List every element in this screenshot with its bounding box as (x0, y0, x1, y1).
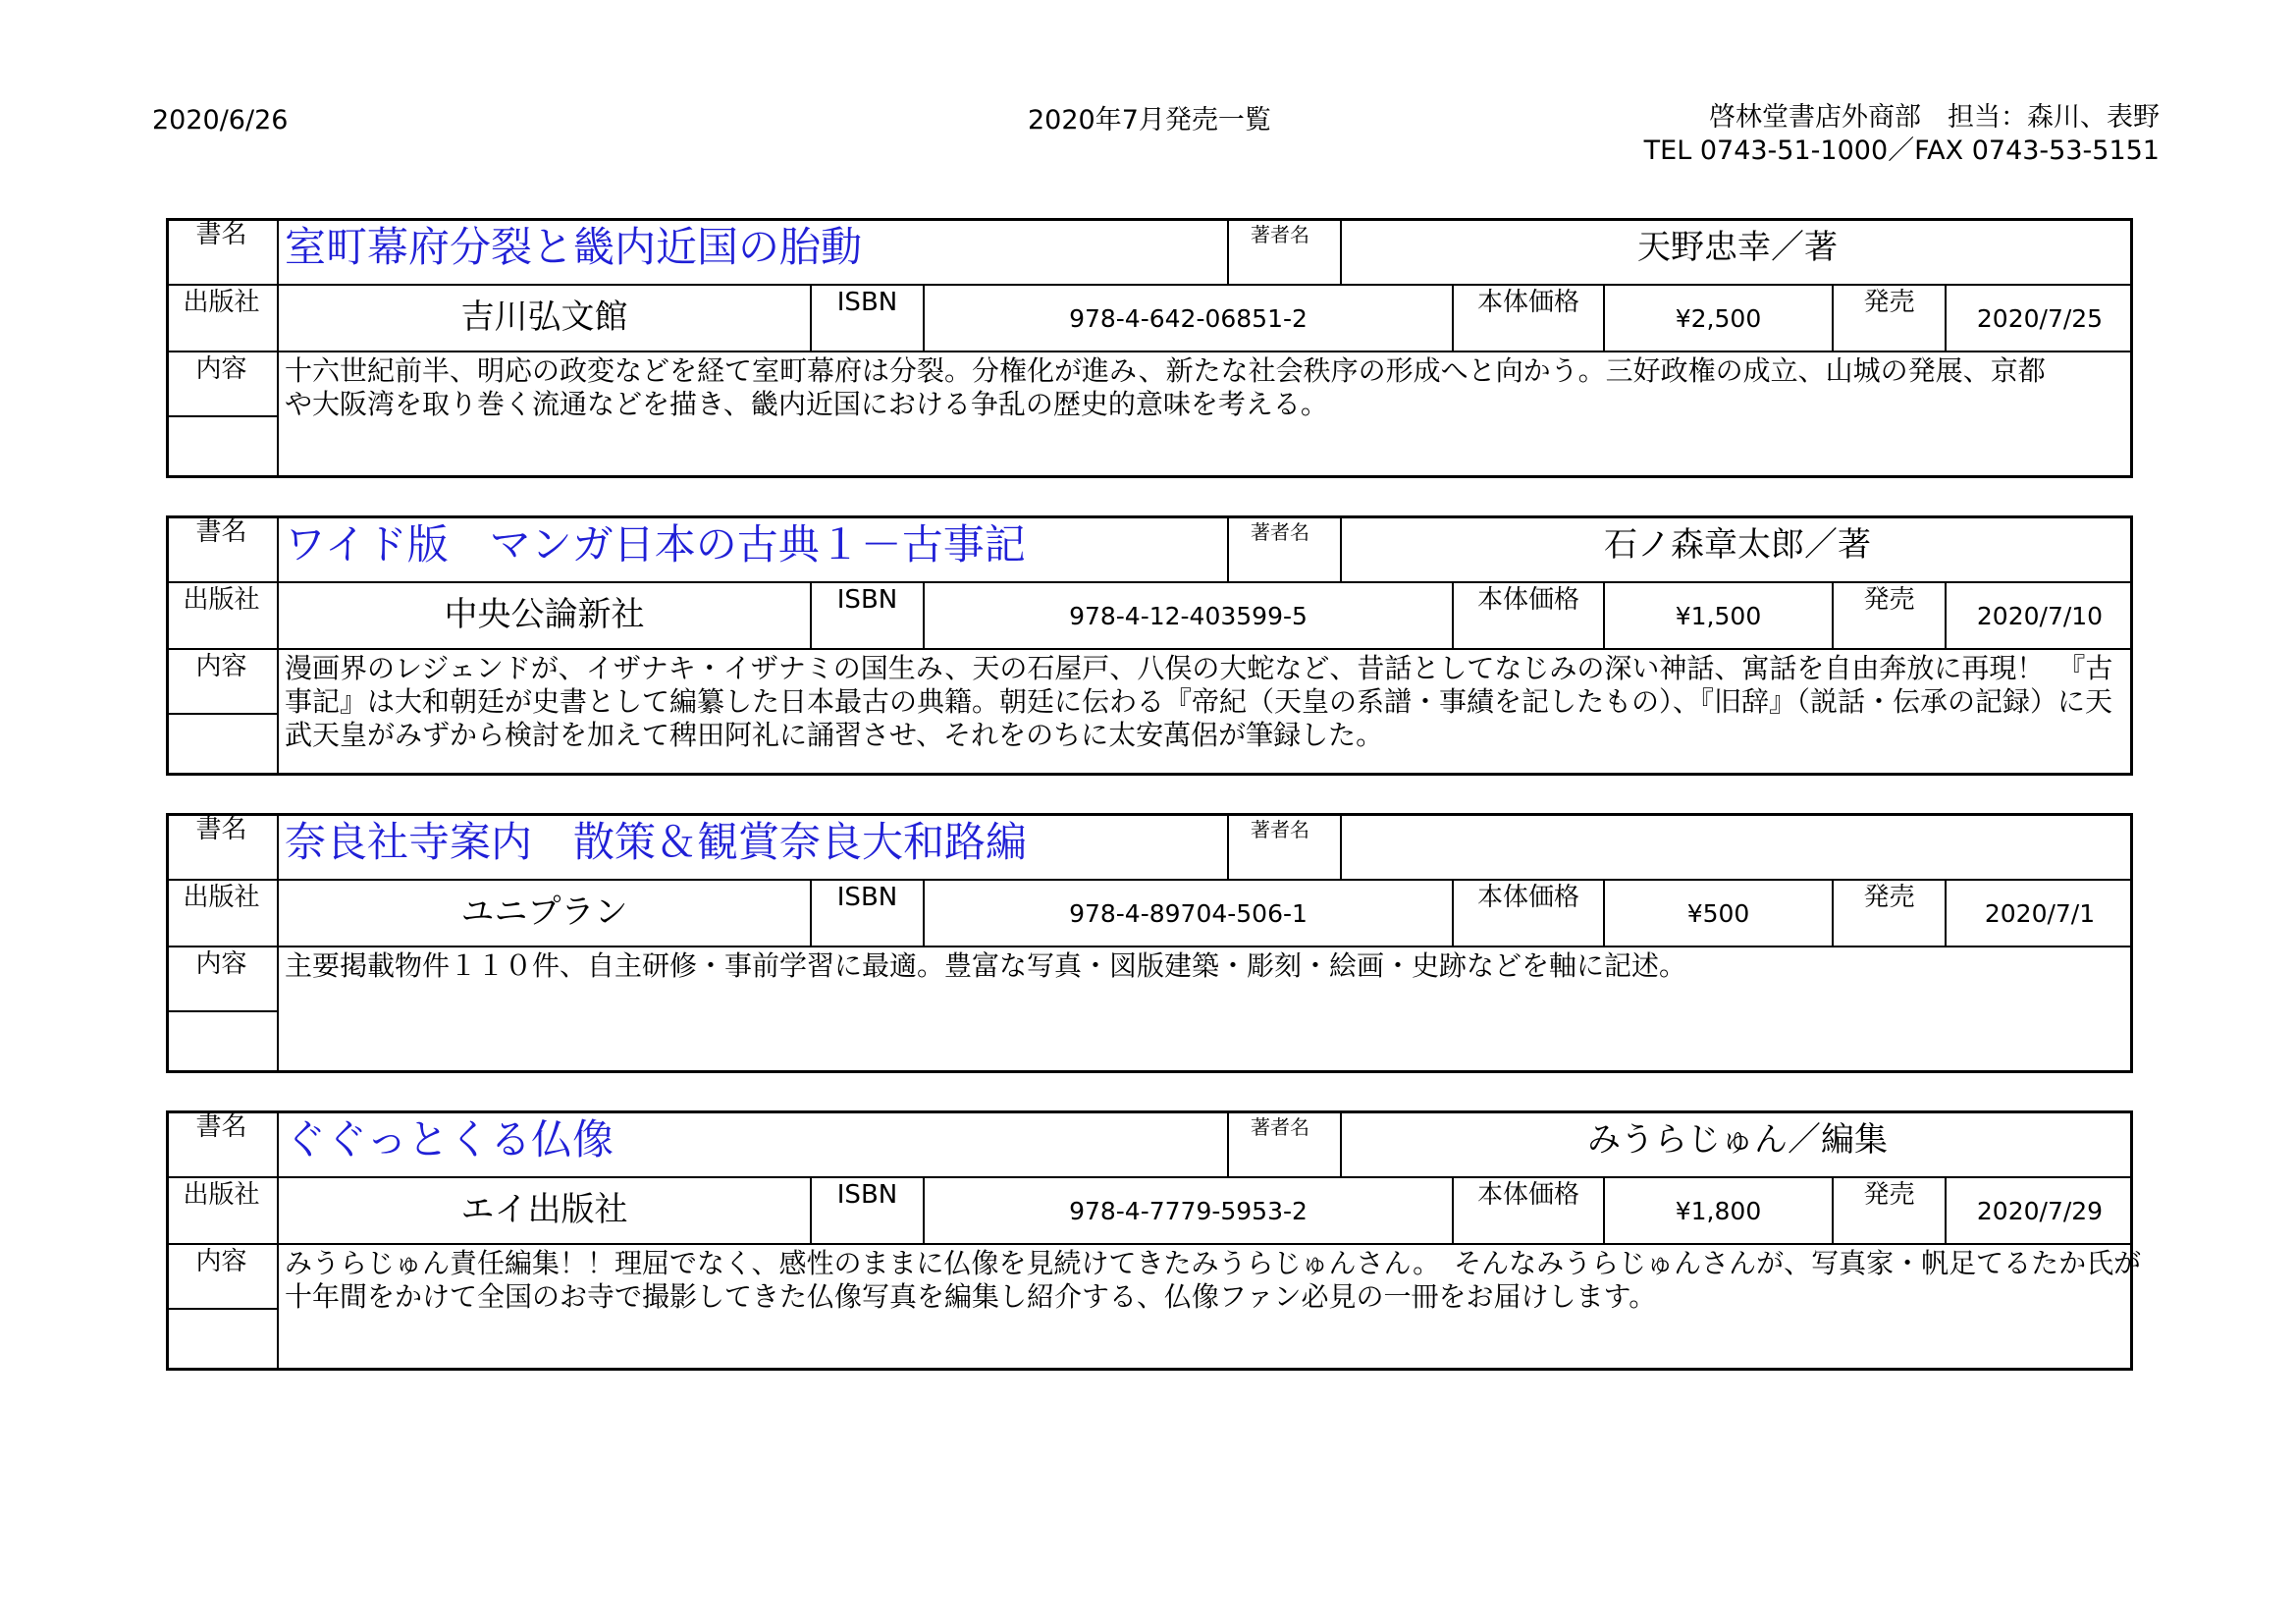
book-price: ¥2,500 (1603, 284, 1832, 351)
book-card-4 (166, 1110, 2142, 1371)
book-title: 奈良社寺案内 散策＆観賞奈良大和路編 (277, 813, 1227, 879)
release-label: 発売 (1832, 284, 1945, 351)
content-label: 内容 (166, 648, 277, 715)
content-label: 内容 (166, 351, 277, 417)
book-isbn: 978-4-642-06851-2 (923, 284, 1452, 351)
price-label: 本体価格 (1452, 581, 1603, 648)
author-label: 著者名 (1227, 1110, 1340, 1176)
book-isbn: 978-4-7779-5953-2 (923, 1176, 1452, 1243)
document-date: 2020/6/26 (152, 105, 289, 135)
book-author: 石ノ森章太郎／著 (1340, 515, 2133, 581)
description-line: や大阪湾を取り巻く流通などを描き、畿内近国における争乱の歴史的意味を考える。 (285, 388, 1328, 420)
book-publisher: ユニプラン (277, 879, 810, 946)
book-publisher: 吉川弘文館 (277, 284, 810, 351)
book-release-date: 2020/7/25 (1945, 284, 2133, 351)
store-phone-fax-line: TEL 0743-51-1000／FAX 0743-53-5151 (1643, 135, 2160, 166)
book-price: ¥500 (1603, 879, 1832, 946)
book-publisher: エイ出版社 (277, 1176, 810, 1243)
book-description (277, 1243, 2142, 1371)
store-contact-line: 啓林堂書店外商部 担当：森川、表野 (1709, 102, 2160, 133)
book-description (277, 946, 2133, 1073)
book-publisher: 中央公論新社 (277, 581, 810, 648)
content-label: 内容 (166, 946, 277, 1012)
release-label: 発売 (1832, 1176, 1945, 1243)
book-description (277, 351, 2133, 478)
author-label: 著者名 (1227, 218, 1340, 284)
title-label: 書名 (195, 815, 247, 844)
book-title: 室町幕府分裂と畿内近国の胎動 (277, 218, 1227, 284)
store-contact (1644, 101, 2160, 168)
document-title: 2020年7月発売一覧 (1028, 105, 1271, 135)
book-release-date: 2020/7/29 (1945, 1176, 2133, 1243)
publisher-label: 出版社 (166, 581, 277, 648)
publisher-label: 出版社 (166, 1176, 277, 1243)
book-isbn: 978-4-89704-506-1 (923, 879, 1452, 946)
publisher-label: 出版社 (166, 879, 277, 946)
isbn-label: ISBN (810, 284, 923, 351)
release-label: 発売 (1832, 581, 1945, 648)
description-line: 十年間をかけて全国のお寺で撮影してきた仏像写真を編集し紹介する、仏像ファン必見の一冊をお届けします。 (285, 1280, 1657, 1313)
content-label: 内容 (166, 1243, 277, 1310)
book-author: 天野忠幸／著 (1340, 218, 2133, 284)
book-title: ぐぐっとくる仏像 (277, 1110, 1227, 1176)
isbn-label: ISBN (810, 1176, 923, 1243)
publisher-label: 出版社 (166, 284, 277, 351)
book-release-date: 2020/7/1 (1945, 879, 2133, 946)
book-price: ¥1,800 (1603, 1176, 1832, 1243)
description-line: 主要掲載物件１１０件、自主研修・事前学習に最適。豊富な写真・図版建築・彫刻・絵画・史跡などを軸に記述。 (285, 949, 1687, 982)
author-label: 著者名 (1227, 515, 1340, 581)
description-line: 武天皇がみずから検討を加えて稗田阿礼に誦習させ、それをのちに太安萬侶が筆録した。 (285, 719, 1384, 751)
title-label: 書名 (195, 517, 247, 547)
price-label: 本体価格 (1452, 284, 1603, 351)
description-line: 漫画界のレジェンドが、イザナキ・イザナミの国生み、天の石屋戸、八俣の大蛇など、昔話としてなじみの深い神話、寓話を自由奔放に再現！ 『古 (285, 652, 2113, 684)
title-label: 書名 (195, 1112, 247, 1142)
book-price: ¥1,500 (1603, 581, 1832, 648)
description-line: みうらじゅん責任編集！！理屈でなく、感性のままに仏像を見続けてきたみうらじゅんさん。 そんなみうらじゅんさんが、写真家・帆足てるたか氏が (285, 1247, 2142, 1279)
price-label: 本体価格 (1452, 1176, 1603, 1243)
release-label: 発売 (1832, 879, 1945, 946)
author-label: 著者名 (1227, 813, 1340, 879)
book-card-1 (166, 218, 2133, 478)
description-line: 十六世紀前半、明応の政変などを経て室町幕府は分裂。分権化が進み、新たな社会秩序の形成へと向かう。三好政権の成立、山城の発展、京都 (285, 354, 2046, 387)
description-line: 事記』は大和朝廷が史書として編纂した日本最古の典籍。朝廷に伝わる『帝紀（天皇の系譜・事績を記したもの）、『旧辞』（説話・伝承の記録）に天 (285, 685, 2113, 718)
book-title: ワイド版 マンガ日本の古典１－古事記 (277, 515, 1227, 581)
book-card-2 (166, 515, 2133, 776)
isbn-label: ISBN (810, 879, 923, 946)
book-release-date: 2020/7/10 (1945, 581, 2133, 648)
isbn-label: ISBN (810, 581, 923, 648)
book-description (277, 648, 2133, 776)
book-author: みうらじゅん／編集 (1340, 1110, 2133, 1176)
book-isbn: 978-4-12-403599-5 (923, 581, 1452, 648)
price-label: 本体価格 (1452, 879, 1603, 946)
book-author (1340, 813, 2133, 879)
title-label: 書名 (195, 220, 247, 249)
book-card-3 (166, 813, 2133, 1073)
